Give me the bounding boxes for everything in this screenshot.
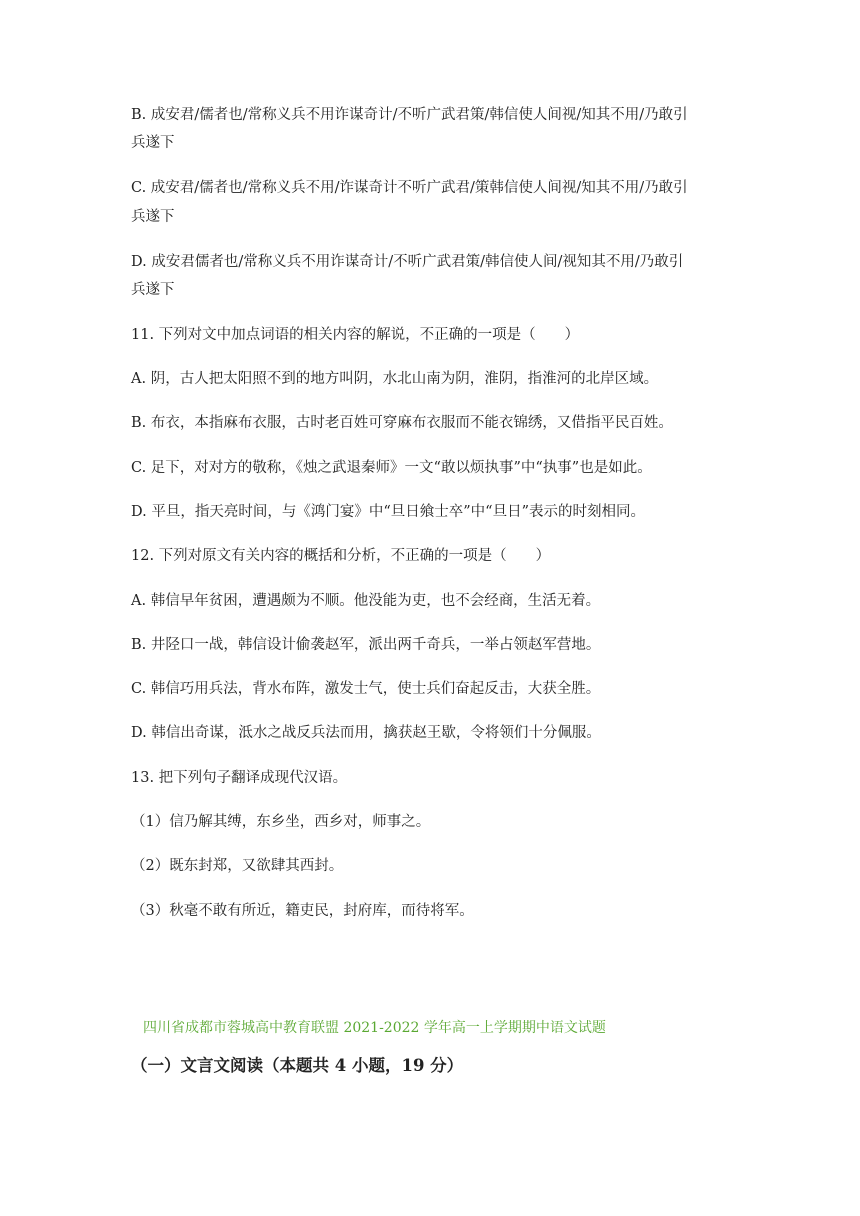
q10-option-c-line1: C. 成安君/儒者也/常称义兵不用/诈谋奇计不听广武君/策韩信使人间视/知其不用/乃敢引 <box>131 180 688 196</box>
q10-option-b-line2: 兵遂下 <box>131 135 175 151</box>
q11-stem: 11. 下列对文中加点词语的相关内容的解说，不正确的一项是（ ） <box>131 327 580 343</box>
q10-option-c-line2: 兵遂下 <box>131 209 175 225</box>
q10-option-d-line1: D. 成安君儒者也/常称义兵不用诈谋奇计/不听广武君策/韩信使人间/视知其不用/乃敢引 <box>131 254 684 270</box>
q12-option-c: C. 韩信巧用兵法，背水布阵，激发士气，使士兵们奋起反击，大获全胜。 <box>131 681 601 697</box>
q13-item-1: （1）信乃解其缚，东乡坐，西乡对，师事之。 <box>131 814 431 830</box>
q11-option-c: C. 足下，对对方的敬称，《烛之武退秦师》一文“敢以烦执事”中“执事”也是如此。 <box>131 460 652 476</box>
q12-option-b: B. 井陉口一战，韩信设计偷袭赵军，派出两千奇兵，一举占领赵军营地。 <box>131 637 601 653</box>
source-title-link[interactable]: 四川省成都市蓉城高中教育联盟 2021-2022 学年高一上学期期中语文试题 <box>143 1020 606 1036</box>
q13-item-2: （2）既东封郑，又欲肆其西封。 <box>131 858 344 874</box>
section-heading: （一）文言文阅读（本题共 4 小题，19 分） <box>131 1056 464 1075</box>
q10-option-b-line1: B. 成安君/儒者也/常称义兵不用诈谋奇计/不听广武君策/韩信使人间视/知其不用/乃敢引 <box>131 107 688 123</box>
q13-item-3: （3）秋毫不敢有所近，籍吏民，封府库，而待将军。 <box>131 903 474 919</box>
q12-stem: 12. 下列对原文有关内容的概括和分析，不正确的一项是（ ） <box>131 548 551 564</box>
q11-option-d: D. 平旦，指天亮时间，与《鸿门宴》中“旦日飨士卒”中“旦日”表示的时刻相同。 <box>131 504 645 520</box>
q11-option-b: B. 布衣，本指麻布衣服，古时老百姓可穿麻布衣服而不能衣锦绣，又借指平民百姓。 <box>131 415 673 431</box>
q12-option-a: A. 韩信早年贫困，遭遇颇为不顺。他没能为吏，也不会经商，生活无着。 <box>131 593 601 609</box>
q11-option-a: A. 阴，古人把太阳照不到的地方叫阴，水北山南为阴，淮阴，指淮河的北岸区域。 <box>131 371 659 387</box>
q12-option-d: D. 韩信出奇谋，泜水之战反兵法而用，擒获赵王歇，令将领们十分佩服。 <box>131 725 601 741</box>
q10-option-d-line2: 兵遂下 <box>131 282 175 298</box>
q13-stem: 13. 把下列句子翻译成现代汉语。 <box>131 770 348 786</box>
